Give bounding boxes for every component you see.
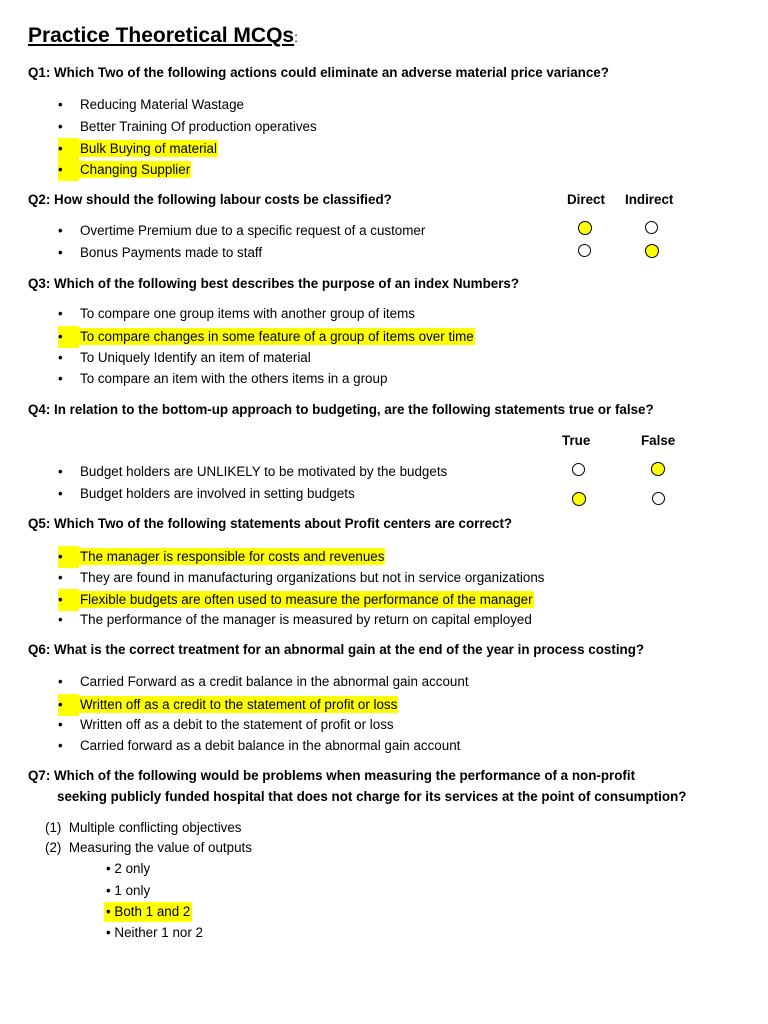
q4-col-false: False xyxy=(641,433,676,448)
q2-row2-direct-radio[interactable] xyxy=(578,244,591,257)
q6-option-1: • Carried Forward as a credit balance in the abnormal gain account xyxy=(58,674,469,689)
q2-row1-indirect-radio[interactable] xyxy=(645,221,658,234)
q1-option-3: • Bulk Buying of material xyxy=(58,138,218,158)
q2-row1-direct-radio[interactable] xyxy=(578,221,592,235)
q1-option-4: • Changing Supplier xyxy=(58,159,191,179)
q6-question: Q6: What is the correct treatment for an abnormal gain at the end of the year in process costing? xyxy=(28,642,645,657)
q3-question: Q3: Which of the following best describes the purpose of an index Numbers? xyxy=(28,276,520,291)
q4-row2-false-radio[interactable] xyxy=(652,492,665,505)
q1-question: Q1: Which Two of the following actions could eliminate an adverse material price variance? xyxy=(28,65,609,80)
q4-row1-false-radio[interactable] xyxy=(651,462,665,476)
q7-option-3: • Both 1 and 2 xyxy=(104,902,192,922)
q2-row2-indirect-radio[interactable] xyxy=(645,244,659,258)
q7-option-2: • 1 only xyxy=(106,883,151,898)
q6-option-4: • Carried forward as a debit balance in the abnormal gain account xyxy=(58,738,461,753)
q4-option-2: • Budget holders are involved in setting budgets xyxy=(58,486,355,501)
q7-statement-2: (2) Measuring the value of outputs xyxy=(45,840,252,855)
q4-question: Q4: In relation to the bottom-up approach to budgeting, are the following statements true or false? xyxy=(28,402,654,417)
q3-option-1: • To compare one group items with another group of items xyxy=(58,306,415,321)
q1-option-2: • Better Training Of production operatives xyxy=(58,119,317,134)
q4-row1-true-radio[interactable] xyxy=(572,463,585,476)
q7-statement-1: (1) Multiple conflicting objectives xyxy=(45,820,242,835)
q1-option-1: • Reducing Material Wastage xyxy=(58,97,244,112)
q5-option-1: • The manager is responsible for costs and revenues xyxy=(58,546,385,566)
q4-row2-true-radio[interactable] xyxy=(572,492,586,506)
q5-question: Q5: Which Two of the following statements about Profit centers are correct? xyxy=(28,516,513,531)
q5-option-4: • The performance of the manager is measured by return on capital employed xyxy=(58,612,532,627)
q4-option-1: • Budget holders are UNLIKELY to be motivated by the budgets xyxy=(58,464,448,479)
q5-option-3: • Flexible budgets are often used to measure the performance of the manager xyxy=(58,589,534,609)
q7-question-line2: seeking publicly funded hospital that does not charge for its services at the point of consumption? xyxy=(57,789,687,804)
q2-option-2: • Bonus Payments made to staff xyxy=(58,245,263,260)
q5-option-2: • They are found in manufacturing organizations but not in service organizations xyxy=(58,570,545,585)
q3-option-3: • To Uniquely Identify an item of material xyxy=(58,350,311,365)
q6-option-3: • Written off as a debit to the statement of profit or loss xyxy=(58,717,394,732)
q2-col-direct: Direct xyxy=(567,192,605,207)
q2-col-indirect: Indirect xyxy=(625,192,674,207)
q7-question-line1: Q7: Which of the following would be problems when measuring the performance of a non-profit xyxy=(28,768,636,783)
q2-option-1: • Overtime Premium due to a specific request of a customer xyxy=(58,223,426,238)
q3-option-2: • To compare changes in some feature of a group of items over time xyxy=(58,326,475,346)
page-title: Practice Theoretical MCQs: xyxy=(28,24,298,47)
q7-option-1: • 2 only xyxy=(106,861,151,876)
q6-option-2: • Written off as a credit to the statement of profit or loss xyxy=(58,694,398,714)
q4-col-true: True xyxy=(562,433,591,448)
q2-question: Q2: How should the following labour costs be classified? xyxy=(28,192,392,207)
q7-option-4: • Neither 1 nor 2 xyxy=(106,925,203,940)
q3-option-4: • To compare an item with the others items in a group xyxy=(58,371,388,386)
